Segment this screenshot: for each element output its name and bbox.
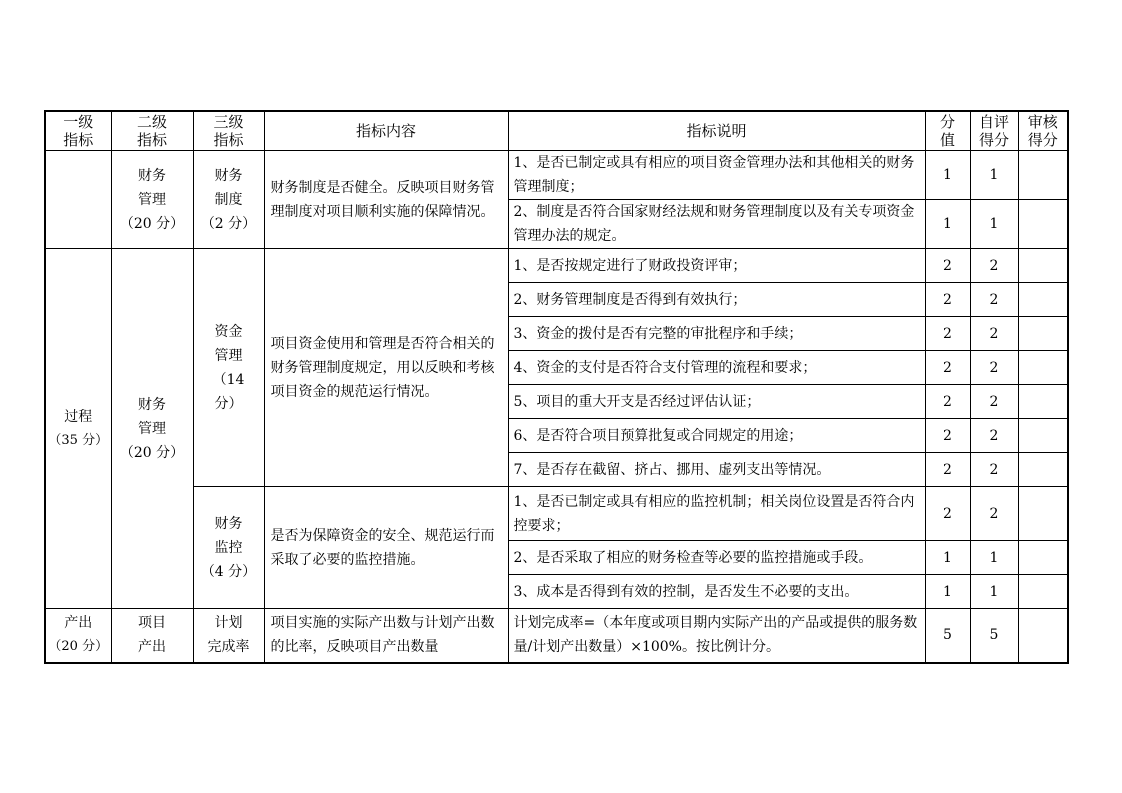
level1-line2: （20 分） — [48, 639, 109, 655]
explanation-cell: 4、资金的支付是否符合支付管理的流程和要求； — [508, 351, 925, 385]
score-cell: 2 — [925, 317, 970, 351]
header-level3-line1: 三级 — [213, 113, 244, 131]
header-score-line2: 值 — [939, 131, 955, 149]
level1-line2: （35 分） — [48, 432, 109, 448]
score-cell: 2 — [925, 453, 970, 487]
explanation-cell: 3、成本是否得到有效的控制，是否发生不必要的支出。 — [508, 575, 925, 609]
content-cell-output: 项目实施的实际产出数与计划产出数的比率，反映项目产出数量 — [264, 609, 508, 663]
content-cell-fin-system: 财务制度是否健全。反映项目财务管理制度对项目顺利实施的保障情况。 — [264, 151, 508, 249]
level3-line2: 制度 — [214, 191, 243, 208]
header-content: 指标内容 — [264, 111, 508, 151]
header-level2-line2: 指标 — [136, 131, 167, 149]
audit-score-cell — [1018, 151, 1068, 200]
self-score-cell: 2 — [970, 453, 1018, 487]
explanation-cell: 2、制度是否符合国家财经法规和财务管理制度以及有关专项资金管理办法的规定。 — [508, 200, 925, 249]
audit-score-cell — [1018, 487, 1068, 541]
audit-score-cell — [1018, 385, 1068, 419]
self-score-cell: 1 — [970, 151, 1018, 200]
audit-score-cell — [1018, 317, 1068, 351]
header-audit-line2: 得分 — [1027, 131, 1058, 149]
explanation-cell: 计划完成率=（本年度或项目期内实际产出的产品或提供的服务数量/计划产出数量）×100%。按比例计分。 — [508, 609, 925, 663]
level2-cell-process-finance — [111, 249, 193, 609]
level3-line1: 计划 — [214, 615, 243, 632]
evaluation-table — [44, 110, 1069, 664]
table-row — [45, 487, 1068, 541]
header-explanation: 指标说明 — [508, 111, 925, 151]
level3-line2: 管理 — [214, 347, 243, 364]
score-cell: 2 — [925, 351, 970, 385]
explanation-cell: 1、是否按规定进行了财政投资评审； — [508, 249, 925, 283]
content-cell-fund-mgmt: 项目资金使用和管理是否符合相关的财务管理制度规定，用以反映和考核项目资金的规范运行情况。 — [264, 249, 508, 487]
level3-line3: （2 分） — [200, 215, 257, 232]
self-score-cell: 1 — [970, 575, 1018, 609]
score-cell: 1 — [925, 575, 970, 609]
audit-score-cell — [1018, 249, 1068, 283]
audit-score-cell — [1018, 609, 1068, 663]
header-level2 — [111, 111, 193, 151]
header-level3-line2: 指标 — [213, 131, 244, 149]
explanation-cell: 2、财务管理制度是否得到有效执行； — [508, 283, 925, 317]
table-row — [45, 609, 1068, 663]
header-score — [925, 111, 970, 151]
level3-cell-fin-monitor — [193, 487, 264, 609]
level3-line1: 财务 — [214, 515, 243, 532]
header-audit-score — [1018, 111, 1068, 151]
explanation-cell: 7、是否存在截留、挤占、挪用、虚列支出等情况。 — [508, 453, 925, 487]
level2-cell-finance — [111, 151, 193, 249]
self-score-cell: 2 — [970, 419, 1018, 453]
self-score-cell: 1 — [970, 200, 1018, 249]
audit-score-cell — [1018, 419, 1068, 453]
table-row — [45, 249, 1068, 283]
level3-line2: 完成率 — [207, 639, 250, 656]
audit-score-cell — [1018, 541, 1068, 575]
header-level1 — [45, 111, 111, 151]
level3-line3: （14 — [212, 371, 245, 388]
content-cell-fin-monitor: 是否为保障资金的安全、规范运行而采取了必要的监控措施。 — [264, 487, 508, 609]
audit-score-cell — [1018, 453, 1068, 487]
header-self-score — [970, 111, 1018, 151]
level3-line1: 资金 — [214, 323, 243, 340]
self-score-cell: 2 — [970, 351, 1018, 385]
level2-line2: 管理 — [138, 420, 166, 437]
self-score-cell: 5 — [970, 609, 1018, 663]
level1-line1: 过程 — [64, 408, 93, 425]
explanation-cell: 1、是否已制定或具有相应的项目资金管理办法和其他相关的财务管理制度； — [508, 151, 925, 200]
header-self-line1: 自评 — [978, 113, 1009, 131]
level2-line3: （20 分） — [119, 215, 185, 232]
header-level1-line2: 指标 — [63, 131, 94, 149]
score-cell: 5 — [925, 609, 970, 663]
level3-line1: 财务 — [214, 167, 243, 184]
level1-cell-empty — [45, 151, 111, 249]
level3-cell-fin-system — [193, 151, 264, 249]
level2-line2: 产出 — [138, 639, 166, 656]
audit-score-cell — [1018, 351, 1068, 385]
self-score-cell: 2 — [970, 385, 1018, 419]
self-score-cell: 1 — [970, 541, 1018, 575]
level3-cell-output — [193, 609, 264, 663]
table-row — [45, 151, 1068, 200]
table-header-row — [45, 111, 1068, 151]
audit-score-cell — [1018, 283, 1068, 317]
self-score-cell: 2 — [970, 317, 1018, 351]
score-cell: 2 — [925, 249, 970, 283]
level2-line1: 财务 — [138, 396, 166, 413]
level2-line1: 项目 — [138, 615, 166, 632]
level2-line2: 管理 — [138, 191, 166, 208]
score-cell: 2 — [925, 385, 970, 419]
self-score-cell: 2 — [970, 487, 1018, 541]
level3-line3: （4 分） — [200, 563, 257, 580]
score-cell: 1 — [925, 200, 970, 249]
level3-line2: 监控 — [214, 539, 243, 556]
level2-line1: 财务 — [138, 167, 166, 184]
explanation-cell: 3、资金的拨付是否有完整的审批程序和手续； — [508, 317, 925, 351]
score-cell: 2 — [925, 283, 970, 317]
score-cell: 1 — [925, 541, 970, 575]
score-cell: 2 — [925, 419, 970, 453]
self-score-cell: 2 — [970, 283, 1018, 317]
header-level2-line1: 二级 — [136, 113, 167, 131]
header-self-line2: 得分 — [978, 131, 1009, 149]
level1-cell-output — [45, 609, 111, 663]
explanation-cell: 5、项目的重大开支是否经过评估认证； — [508, 385, 925, 419]
header-audit-line1: 审核 — [1027, 113, 1058, 131]
level3-line4: 分） — [214, 395, 243, 412]
level2-cell-output — [111, 609, 193, 663]
level1-line1: 产出 — [64, 615, 93, 632]
explanation-cell: 6、是否符合项目预算批复或合同规定的用途； — [508, 419, 925, 453]
header-level1-line1: 一级 — [63, 113, 94, 131]
score-cell: 2 — [925, 487, 970, 541]
explanation-cell: 2、是否采取了相应的财务检查等必要的监控措施或手段。 — [508, 541, 925, 575]
header-level3 — [193, 111, 264, 151]
audit-score-cell — [1018, 575, 1068, 609]
level3-cell-fund-mgmt — [193, 249, 264, 487]
explanation-cell: 1、是否已制定或具有相应的监控机制；相关岗位设置是否符合内控要求； — [508, 487, 925, 541]
level2-line3: （20 分） — [119, 444, 185, 461]
score-cell: 1 — [925, 151, 970, 200]
level1-cell-process — [45, 249, 111, 609]
self-score-cell: 2 — [970, 249, 1018, 283]
audit-score-cell — [1018, 200, 1068, 249]
header-score-line1: 分 — [939, 113, 955, 131]
